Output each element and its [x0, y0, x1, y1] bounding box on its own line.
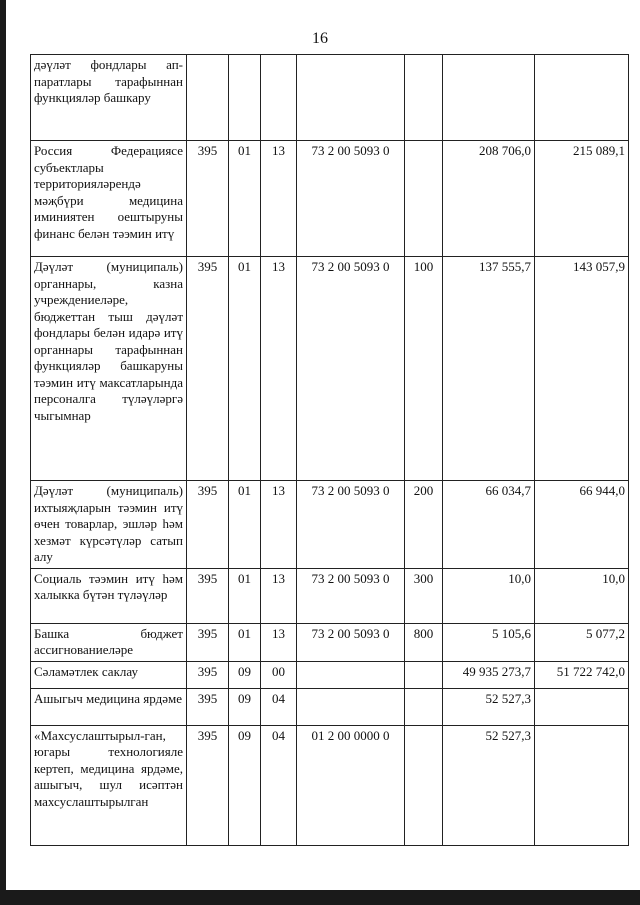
- pr-cell: 13: [261, 257, 297, 481]
- vr-cell: [405, 55, 443, 141]
- sum-year2-cell: 10,0: [535, 568, 629, 623]
- table-row: [31, 141, 629, 257]
- ved-cell: 395: [187, 257, 229, 481]
- table-row: [31, 257, 629, 481]
- csr-cell: 73 2 00 5093 0: [297, 623, 405, 661]
- row-name: Сәламәтлек саклау: [31, 661, 187, 688]
- table-row: [31, 661, 629, 688]
- table-row: [31, 568, 629, 623]
- row-name: Дәүләт (муниципаль) ихтыяҗларын тәэмин итү өчен товарлар, эшләр һәм хезмәт күрсәтүләр сатып алу: [31, 481, 187, 569]
- rz-cell: 01: [229, 568, 261, 623]
- rz-cell: 09: [229, 725, 261, 845]
- table-row: [31, 55, 629, 141]
- sum-year2-cell: 215 089,1: [535, 141, 629, 257]
- pr-cell: 00: [261, 661, 297, 688]
- rz-cell: [229, 55, 261, 141]
- sum-year2-cell: 51 722 742,0: [535, 661, 629, 688]
- rz-cell: 01: [229, 623, 261, 661]
- ved-cell: 395: [187, 141, 229, 257]
- scan-border-bottom: [0, 890, 640, 905]
- vr-cell: 100: [405, 257, 443, 481]
- sum-year1-cell: 52 527,3: [443, 725, 535, 845]
- sum-year2-cell: 5 077,2: [535, 623, 629, 661]
- pr-cell: 13: [261, 481, 297, 569]
- pr-cell: 13: [261, 623, 297, 661]
- ved-cell: 395: [187, 623, 229, 661]
- sum-year1-cell: 208 706,0: [443, 141, 535, 257]
- rz-cell: 09: [229, 688, 261, 725]
- row-name: Россия Федерациясе субъектлары территорияләрендә мәҗбүри медицина иминиятен оештыруны финанс белән тәэмин итү: [31, 141, 187, 257]
- vr-cell: 200: [405, 481, 443, 569]
- row-name: Социаль тәэмин итү һәм халыкка бүтән түләүләр: [31, 568, 187, 623]
- csr-cell: 73 2 00 5093 0: [297, 568, 405, 623]
- sum-year1-cell: [443, 55, 535, 141]
- budget-table: [30, 54, 629, 846]
- sum-year1-cell: 66 034,7: [443, 481, 535, 569]
- sum-year1-cell: 52 527,3: [443, 688, 535, 725]
- row-name: «Махсуслаштырыл-ган, югары технологияле кертеп, медицина ярдәме, ашыгыч, шул исәптән махсуслаштырылган: [31, 725, 187, 845]
- row-name: Башка бюджет ассигнованиеләре: [31, 623, 187, 661]
- rz-cell: 01: [229, 481, 261, 569]
- sum-year1-cell: 49 935 273,7: [443, 661, 535, 688]
- ved-cell: [187, 55, 229, 141]
- page-number: 16: [312, 30, 328, 47]
- pr-cell: 13: [261, 141, 297, 257]
- sum-year2-cell: [535, 688, 629, 725]
- csr-cell: [297, 661, 405, 688]
- row-name: дәүләт фондлары ап-паратлары тарафыннан функцияләр башкару: [31, 55, 187, 141]
- csr-cell: 01 2 00 0000 0: [297, 725, 405, 845]
- row-name: Дәүләт (муниципаль) органнары, казна учреждениеләре, бюджеттан тыш дәүләт фондлары белән идарә итү органнары тарафыннан функцияләр башкаруны тәэмин итү максатларында персоналга түләүләргә чыгымнар: [31, 257, 187, 481]
- ved-cell: 395: [187, 481, 229, 569]
- rz-cell: 01: [229, 141, 261, 257]
- row-name: Ашыгыч медицина ярдәме: [31, 688, 187, 725]
- rz-cell: 01: [229, 257, 261, 481]
- vr-cell: 300: [405, 568, 443, 623]
- sum-year2-cell: [535, 55, 629, 141]
- table-row: [31, 688, 629, 725]
- vr-cell: 800: [405, 623, 443, 661]
- sum-year1-cell: 5 105,6: [443, 623, 535, 661]
- vr-cell: [405, 688, 443, 725]
- sum-year2-cell: 143 057,9: [535, 257, 629, 481]
- csr-cell: 73 2 00 5093 0: [297, 481, 405, 569]
- sum-year1-cell: 10,0: [443, 568, 535, 623]
- scan-border-left: [0, 0, 6, 905]
- csr-cell: 73 2 00 5093 0: [297, 257, 405, 481]
- pr-cell: 04: [261, 688, 297, 725]
- sum-year2-cell: 66 944,0: [535, 481, 629, 569]
- sum-year2-cell: [535, 725, 629, 845]
- ved-cell: 395: [187, 725, 229, 845]
- pr-cell: 04: [261, 725, 297, 845]
- vr-cell: [405, 661, 443, 688]
- table-row: [31, 725, 629, 845]
- csr-cell: [297, 55, 405, 141]
- table-row: [31, 481, 629, 569]
- csr-cell: 73 2 00 5093 0: [297, 141, 405, 257]
- pr-cell: [261, 55, 297, 141]
- vr-cell: [405, 725, 443, 845]
- sum-year1-cell: 137 555,7: [443, 257, 535, 481]
- ved-cell: 395: [187, 568, 229, 623]
- table-row: [31, 623, 629, 661]
- csr-cell: [297, 688, 405, 725]
- vr-cell: [405, 141, 443, 257]
- pr-cell: 13: [261, 568, 297, 623]
- ved-cell: 395: [187, 688, 229, 725]
- ved-cell: 395: [187, 661, 229, 688]
- rz-cell: 09: [229, 661, 261, 688]
